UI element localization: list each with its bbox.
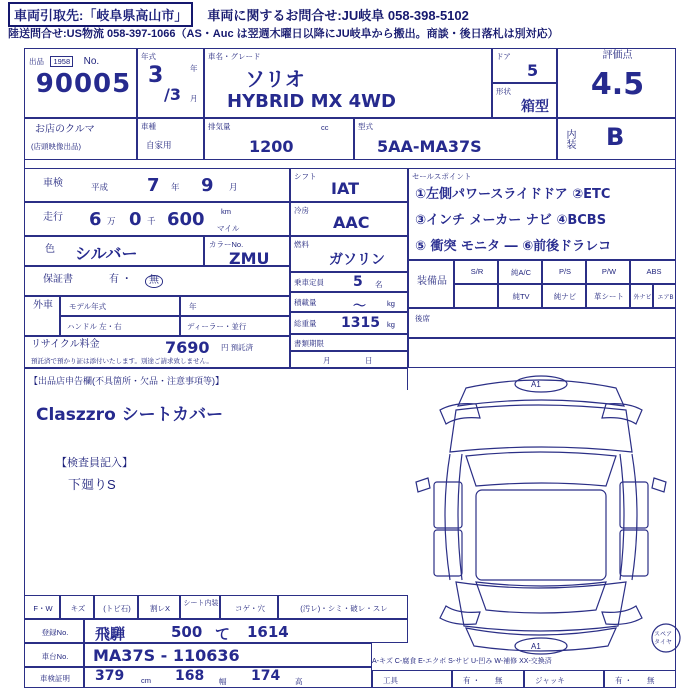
model-year-import-box	[60, 296, 180, 316]
dimension-length-unit: cm	[141, 676, 151, 685]
dealer-label: ディーラー・並行	[187, 322, 247, 331]
capacity-label: 乗車定員	[294, 278, 324, 287]
equipment-cell-tv-label: 純TV	[512, 292, 530, 301]
svg-text:スペア: スペア	[654, 632, 673, 638]
dealer-box	[180, 316, 290, 336]
fw-kizu-cell	[60, 595, 94, 619]
koge-ana-cell	[220, 595, 278, 619]
capacity-value: 5	[353, 274, 363, 290]
load-row	[290, 292, 408, 312]
car-damage-diagram	[404, 370, 692, 660]
equipment-cell-airbag	[653, 284, 676, 308]
model-year-box	[137, 48, 204, 118]
dimension-width-unit: 幅	[219, 677, 227, 686]
jack-no: 無	[647, 676, 655, 685]
equipment-cell-sr	[454, 260, 498, 284]
color-no-box	[204, 236, 290, 266]
gross-weight-unit: kg	[387, 320, 395, 329]
inspection-label: 車検	[43, 178, 63, 189]
dimension-height-unit: 高	[295, 677, 303, 686]
shape-value: 箱型	[521, 99, 549, 115]
fw-label: F・W	[33, 604, 53, 613]
displacement-unit: cc	[321, 123, 329, 132]
lot-number-box	[24, 48, 137, 118]
load-label: 積載量	[294, 298, 317, 307]
handle-box	[60, 316, 180, 336]
fuel-label: 燃料	[294, 240, 309, 249]
usage-label: 車種	[141, 122, 156, 131]
car-grade-value: HYBRID MX 4WD	[227, 91, 396, 112]
shift-row	[290, 168, 408, 202]
type-code-label: 型式	[358, 122, 373, 131]
capacity-row	[290, 272, 408, 292]
import-year-unit-box	[180, 296, 290, 316]
shape-box	[492, 83, 557, 118]
load-unit: kg	[387, 299, 395, 308]
header-line-1	[8, 4, 692, 24]
door-value: 5	[527, 61, 539, 80]
equipment-cell-leather	[586, 284, 630, 308]
door-label: ドア	[496, 52, 511, 61]
equipment-cell-extnavi-label: 外ナビ	[633, 295, 652, 301]
dimension-height: 174	[251, 668, 281, 684]
shift-label: シフト	[294, 172, 317, 181]
color-no-label: カラーNo.	[209, 240, 244, 249]
equipment-cell-ps-label: P/S	[558, 267, 572, 276]
inspection-month-value: 9	[201, 175, 214, 196]
rear-seat-box	[408, 308, 676, 338]
mileage-sen: 0	[129, 209, 142, 230]
sales-point-label: セールスポイント	[412, 172, 472, 181]
mileage-label: 走行	[43, 212, 63, 223]
sales-point-line-3: ⑤ 衝突 モニタ ― ⑥前後ドラレコ	[415, 239, 612, 254]
mileage-hyaku: 600	[167, 209, 205, 230]
equipment-cell-abs	[630, 260, 676, 284]
chassis-value: MA37S - 110636	[93, 646, 240, 665]
chassis-value-cell	[84, 643, 372, 667]
score-box	[557, 48, 676, 118]
registration-label-cell	[24, 619, 84, 643]
model-year-unit: 年	[190, 64, 198, 73]
registration-number: 1614	[247, 623, 289, 641]
inspector-text: 下廻りS	[68, 477, 116, 492]
usage-box	[137, 118, 204, 160]
aircon-label: 冷房	[294, 206, 309, 215]
dimensions-value-cell	[84, 667, 372, 688]
tools-yes: 有 ・	[463, 676, 481, 685]
docs-deadline-month: 月	[323, 356, 331, 365]
fuel-row	[290, 236, 408, 272]
shift-value: IAT	[331, 179, 360, 198]
warranty-row	[24, 266, 290, 296]
equipment-cell-ac	[498, 260, 542, 284]
koge-ana-label: コゲ・穴	[235, 604, 265, 613]
car-name-grade-box	[204, 48, 492, 118]
inspection-era: 平成	[91, 182, 109, 192]
shop-car-label-2: (店頭映像出品)	[31, 142, 81, 151]
displacement-value: 1200	[249, 137, 294, 156]
inspection-year-unit: 年	[171, 182, 180, 192]
warranty-yes: 有 ・	[109, 274, 132, 285]
recycle-row	[24, 336, 290, 368]
registration-kana: て	[215, 625, 231, 643]
seller-notes-text: Claszzro シートカバー	[36, 405, 224, 425]
score-value: 4.5	[590, 67, 645, 102]
recycle-unit: 円 預託済	[221, 343, 254, 352]
interior-score-value: B	[606, 123, 625, 151]
contact-info: 車両に関するお問合せ:JU岐阜 058-398-5102	[207, 7, 469, 23]
inspection-month-unit: 月	[229, 182, 238, 192]
seller-notes-body	[24, 390, 408, 438]
warranty-label: 保証書	[43, 274, 73, 285]
lot-no-label: No.	[83, 56, 100, 67]
transport-info: 陸送問合せ:US物流 058-397-1066（AS・Auc は翌週木曜日以降にJU岐阜から搬出。商談・後日落札は別対応）	[8, 28, 559, 40]
displacement-box	[204, 118, 354, 160]
jack-value-cell	[604, 670, 676, 688]
jack-label-cell	[524, 670, 604, 688]
lot-year-label-group	[29, 51, 99, 69]
registration-label: 登録No.	[41, 628, 69, 637]
chassis-label-cell	[24, 643, 84, 667]
header-line-2	[8, 25, 692, 41]
seller-notes-title: 【出品店申告欄(不具箇所・欠品・注意事項等)】	[29, 376, 224, 386]
docs-deadline-day: 日	[365, 356, 373, 365]
recycle-label: リサイクル料金	[31, 339, 100, 350]
docs-deadline-row	[290, 334, 408, 351]
equipment-cell-tv	[498, 284, 542, 308]
shop-car-label-1: お店のクルマ	[35, 124, 95, 135]
type-code-value: 5AA-MA37S	[377, 137, 482, 156]
docs-deadline-date-row	[290, 351, 408, 368]
interior-score-label: 内装	[564, 129, 575, 149]
seat-interior-cell	[180, 595, 220, 619]
shape-label: 形状	[496, 87, 511, 96]
equipment-cell-airbag-label: エアB	[657, 295, 674, 301]
diagram-top-mark-text: A1	[531, 380, 541, 389]
handle-label: ハンドル 左・右	[67, 322, 122, 331]
docs-deadline-label: 書類期限	[294, 339, 324, 348]
color-no-value: ZMU	[229, 249, 270, 268]
load-value: 〜	[353, 299, 367, 314]
fw-tobiishi-cell	[94, 595, 138, 619]
dimension-width: 168	[175, 668, 205, 684]
mileage-km-unit: km	[221, 207, 231, 216]
chassis-label: 車台No.	[41, 652, 69, 661]
lot-number-value: 90005	[35, 69, 132, 99]
import-year-unit: 年	[189, 302, 197, 311]
usage-value: 自家用	[146, 140, 172, 150]
dimensions-label-cell	[24, 667, 84, 688]
dimension-length: 379	[95, 668, 125, 684]
lot-year-label: 出品	[29, 57, 44, 66]
mileage-man-unit: 万	[107, 216, 116, 226]
equipment-cell-leather-label: 革シート	[594, 292, 624, 301]
equipment-cell-sr-label: S/R	[470, 267, 484, 276]
registration-class: 500	[171, 623, 203, 641]
interior-score-box	[557, 118, 676, 160]
sales-point-box	[408, 168, 676, 260]
score-label: 評価点	[602, 50, 633, 61]
equipment-cell-abs-label: ABS	[646, 267, 662, 276]
equipment-cell-extnavi	[630, 284, 653, 308]
recycle-note: 預託済で預かり証は添付いたします。別途ご請求致しません。	[31, 358, 213, 365]
sales-point-line-1: ①左側パワースライドドア ②ETC	[415, 187, 611, 202]
mileage-row	[24, 202, 290, 236]
model-year-import-label: モデル年式	[69, 302, 107, 311]
svg-text:タイヤ: タイヤ	[654, 640, 672, 646]
car-name-label: 車名・グレード	[208, 52, 261, 61]
gross-weight-row	[290, 312, 408, 334]
fw-tobiishi-label: (トビ石)	[103, 604, 131, 613]
capacity-unit: 名	[375, 280, 383, 289]
fw-kizu-label: キズ	[70, 604, 86, 613]
yogore-label: (汚レ)・シミ・破レ・スレ	[300, 604, 388, 613]
color-value: シルバー	[75, 244, 138, 263]
equipment-label-box	[408, 260, 454, 308]
pickup-location-box: 車両引取先:「岐阜県高山市」	[8, 2, 193, 27]
diagram-bottom-mark-text: A1	[531, 642, 541, 651]
aircon-row	[290, 202, 408, 236]
inspector-title: 【検査員記入】	[56, 457, 133, 469]
tools-label-cell	[372, 670, 452, 688]
rear-seat-label: 後席	[415, 314, 430, 323]
type-code-box	[354, 118, 557, 160]
lot-year-value: 1958	[50, 56, 73, 67]
model-year-value: 3	[148, 63, 164, 88]
fw-ware-cell	[138, 595, 180, 619]
fw-ware-label: 割レX	[149, 604, 170, 613]
equipment-cell-ps	[542, 260, 586, 284]
import-label-box	[24, 296, 60, 336]
jack-yes: 有 ・	[615, 676, 633, 685]
fw-label-cell	[24, 595, 60, 619]
gross-weight-value: 1315	[341, 315, 380, 331]
tools-no: 無	[495, 676, 503, 685]
aircon-value: AAC	[333, 213, 370, 232]
registration-value-cell	[84, 619, 408, 643]
registration-region: 飛騨	[95, 625, 126, 643]
tools-value-cell	[452, 670, 524, 688]
yogore-cell	[278, 595, 408, 619]
color-label: 色	[45, 244, 55, 255]
warranty-no: 無	[145, 275, 163, 288]
inspector-block	[24, 448, 408, 508]
door-box	[492, 48, 557, 83]
equipment-cell-pw	[586, 260, 630, 284]
seller-notes-title-box	[24, 368, 408, 390]
gross-weight-label: 総重量	[294, 319, 317, 328]
model-month-value: /3	[164, 85, 181, 104]
damage-legend	[372, 656, 558, 670]
shop-car-box	[24, 118, 137, 160]
mileage-sen-unit: 千	[147, 216, 156, 226]
equipment-cell-ac-label: 純A/C	[510, 268, 531, 277]
displacement-label: 排気量	[208, 122, 231, 131]
mileage-man: 6	[89, 209, 102, 230]
mileage-mile-unit: マイル	[217, 224, 240, 233]
equipment-cell-navi	[542, 284, 586, 308]
fuel-value: ガソリン	[329, 252, 385, 268]
inspection-row	[24, 168, 290, 202]
model-month-unit: 月	[190, 94, 198, 103]
model-year-label: 年式	[141, 52, 156, 61]
header-band	[0, 0, 700, 46]
car-name-value: ソリオ	[245, 67, 305, 91]
seat-interior-label: シート内装	[183, 600, 219, 607]
color-row	[24, 236, 204, 266]
tools-label: 工具	[383, 676, 398, 685]
rear-seat-box-2	[408, 338, 676, 368]
equipment-cell-navi-label: 純ナビ	[553, 292, 577, 301]
equipment-label: 装備品	[417, 276, 447, 287]
dimensions-label: 車検証明	[40, 674, 70, 683]
equipment-cell-pw-label: P/W	[601, 267, 617, 276]
jack-label: ジャッキ	[535, 676, 565, 685]
equipment-cell-blank	[454, 284, 498, 308]
import-label-1: 外車	[33, 300, 53, 311]
inspection-year-value: 7	[147, 175, 160, 196]
recycle-value: 7690	[165, 338, 210, 357]
damage-legend-text: A-キズ C-腐食 E-エクボ S-サビ U-凹み W-補修 XX-交換済	[372, 658, 552, 665]
sales-point-line-2: ③インチ メーカー ナビ ④BCBS	[415, 213, 607, 228]
